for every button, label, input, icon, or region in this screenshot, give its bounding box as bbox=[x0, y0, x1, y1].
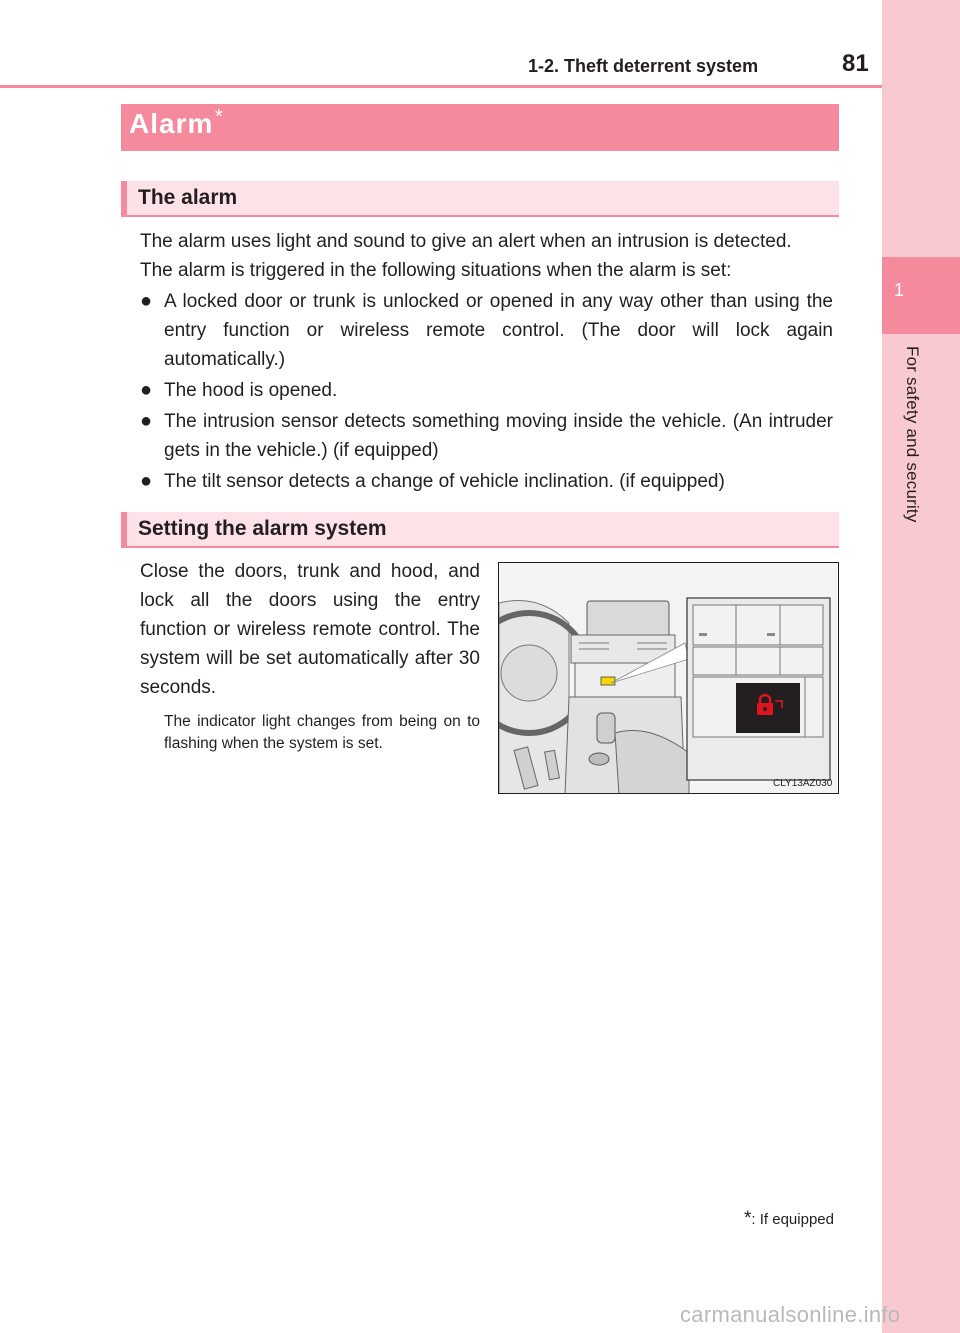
bullet-icon: ● bbox=[140, 379, 153, 401]
subheading-setting-alarm-text: Setting the alarm system bbox=[138, 517, 387, 540]
list-item-text: The hood is opened. bbox=[164, 380, 338, 401]
figure-code: CLY13AZ030 bbox=[773, 778, 833, 789]
header-rule bbox=[0, 85, 882, 88]
page-title: Alarm bbox=[129, 108, 214, 139]
list-item-text: The tilt sensor detects a change of vehicle inclination. (if equipped) bbox=[164, 471, 725, 492]
alarm-intro-line-1: The alarm uses light and sound to give an alert when an intrusion is detected. bbox=[140, 231, 792, 252]
bullet-icon: ● bbox=[140, 410, 153, 432]
bullet-icon: ● bbox=[140, 290, 153, 312]
subheading-setting-alarm bbox=[121, 512, 839, 548]
footnote-asterisk: * bbox=[744, 1208, 752, 1229]
if-equipped-asterisk: * bbox=[215, 106, 223, 128]
subheading-the-alarm bbox=[121, 181, 839, 217]
alarm-intro-line-2: The alarm is triggered in the following situations when the alarm is set: bbox=[140, 260, 732, 281]
list-item-text: The intrusion sensor detects something moving inside the vehicle. (An intruder gets in the vehicle.) (if equipped) bbox=[164, 411, 833, 461]
dashboard-illustration bbox=[498, 562, 839, 794]
subheading-the-alarm-text: The alarm bbox=[138, 186, 238, 209]
footnote bbox=[744, 1208, 834, 1230]
running-header-section: 1-2. Theft deterrent system bbox=[528, 56, 759, 76]
page-number: 81 bbox=[842, 50, 869, 77]
setting-instructions: Close the doors, trunk and hood, and lock all the doors using the entry function or wireless remote control. The system will be set automatically after 30 seconds. bbox=[140, 561, 480, 698]
list-item-text: A locked door or trunk is unlocked or opened in any way other than using the entry function or wireless remote control. (The door will lock again automatically.) bbox=[164, 291, 833, 370]
page-title-bar bbox=[121, 104, 839, 151]
bullet-icon: ● bbox=[140, 470, 153, 492]
footnote-text: : If equipped bbox=[751, 1211, 834, 1228]
indicator-note: The indicator light changes from being on to flashing when the system is set. bbox=[164, 713, 480, 752]
chapter-number: 1 bbox=[893, 280, 904, 300]
chapter-title: For safety and security bbox=[903, 346, 922, 523]
dashboard-drawing bbox=[499, 563, 839, 794]
security-indicator-lock-icon bbox=[736, 683, 800, 733]
source-watermark: carmanualsonline.info bbox=[680, 1302, 901, 1327]
chapter-side-tab bbox=[882, 0, 960, 1333]
